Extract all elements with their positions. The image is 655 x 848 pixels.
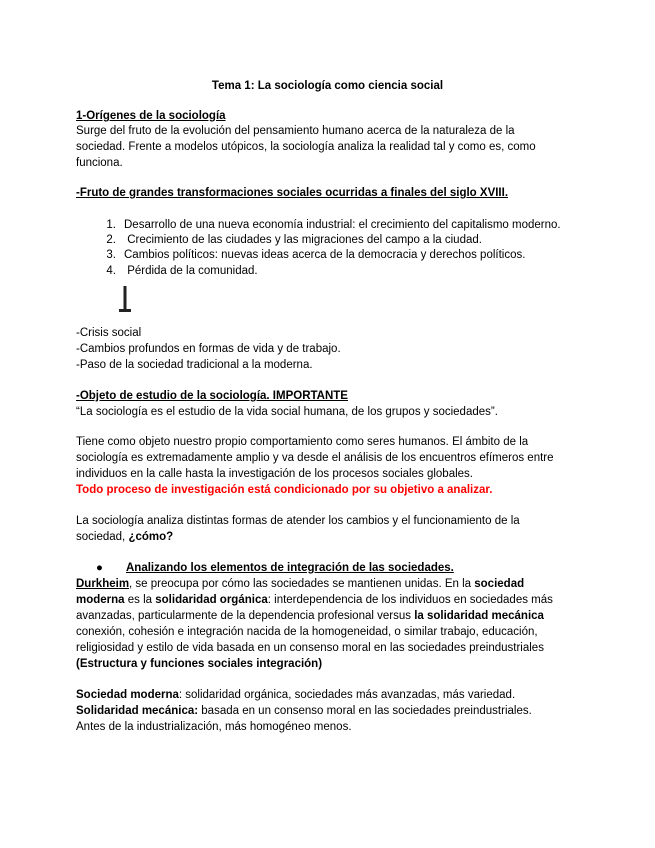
paragraph-line: sociedad. Frente a modelos utópicos, la sociología analiza la realidad tal y como es, como [76,141,536,153]
paragraph-line: funciona. [76,157,123,169]
list-item [96,247,525,263]
consequence-line: -Paso de la sociedad tradicional a la moderna. [76,359,313,371]
list-number: 3. [106,249,116,261]
question-bold: ¿cómo? [128,531,174,543]
consequence-line: -Crisis social [76,327,142,339]
paragraph-line: conexión, cohesión e integración nacida de la homogeneidad, o similar trabajo, educación, [76,626,538,638]
term-bold: Solidaridad mecánica: [76,705,199,717]
term-bold: Sociedad moderna [76,689,179,701]
list-text: Crecimiento de las ciudades y las migraciones del campo a la ciudad. [124,234,482,246]
text-run: sociedad, [76,531,129,543]
definition-line: Antes de la industrialización, más homogéneo menos. [76,721,352,733]
paragraph-line [76,576,524,592]
text-run: avanzadas, particularmente de la dependencia profesional versus [76,610,415,622]
text-run: es la [124,594,156,606]
list-text: Cambios políticos: nuevas ideas acerca de la democracia y derechos políticos. [124,249,526,261]
text-run: : interdependencia de los individuos en sociedades más [267,594,553,606]
list-item [96,263,258,279]
list-number: 1. [106,219,116,231]
structure-note: (Estructura y funciones sociales integración) [76,658,323,670]
bullet-icon: ● [96,562,103,574]
page-title: Tema 1: La sociología como ciencia social [211,80,444,92]
paragraph-line [76,529,173,545]
paragraph-line [76,608,544,624]
arrow-down-icon [118,286,132,314]
list-item [96,217,561,233]
text-run: , se preocupa por cómo las sociedades se mantienen unidas. En la [129,578,475,590]
author-name: Durkheim [76,578,130,590]
definition-quote: “La sociología es el estudio de la vida social humana, de los grupos y sociedades”. [76,406,498,418]
consequence-line: -Cambios profundos en formas de vida y de trabajo. [76,343,341,355]
text-run: : solidaridad orgánica, sociedades más avanzadas, más variedad. [178,689,516,701]
list-item [96,232,482,248]
section-heading-origenes: 1-Orígenes de la sociología [76,110,226,122]
bullet-item [96,560,454,576]
term-bold: la solidaridad mecánica [414,610,544,622]
list-number: 2. [106,234,116,246]
highlight-statement: Todo proceso de investigación está condicionado por su objetivo a analizar. [76,484,493,496]
section-heading-objeto: -Objeto de estudio de la sociología. IMPORTANTE [76,390,348,402]
term-bold: sociedad [474,578,525,590]
paragraph-line: La sociología analiza distintas formas de atender los cambios y el funcionamiento de la [76,515,520,527]
paragraph-line: Tiene como objeto nuestro propio comportamiento como seres humanos. El ámbito de la [76,436,529,448]
paragraph-line: Surge del fruto de la evolución del pensamiento humano acerca de la naturaleza de la [76,125,515,137]
term-bold: moderna [76,594,125,606]
list-text: Pérdida de la comunidad. [124,265,258,277]
section-heading-transformaciones: -Fruto de grandes transformaciones sociales ocurridas a finales del siglo XVIII. [76,187,509,199]
bullet-text: Analizando los elementos de integración de las sociedades. [126,562,454,574]
list-number: 4. [106,265,116,277]
list-text: Desarrollo de una nueva economía industrial: el crecimiento del capitalismo moderno. [124,219,561,231]
definition-line [76,703,532,719]
term-bold: solidaridad orgánica [155,594,268,606]
paragraph-line [76,592,553,608]
paragraph-line: religiosidad y estilo de vida basada en un consenso moral en las sociedades preindustriales [76,642,544,654]
paragraph-line: individuos en la calle hasta la investigación de los procesos sociales globales. [76,468,473,480]
definition-line [76,687,515,703]
text-run: basada en un consenso moral en las sociedades preindustriales. [198,705,532,717]
paragraph-line: sociología es extremadamente amplio y va desde el análisis de los encuentros efímeros entre [76,452,554,464]
